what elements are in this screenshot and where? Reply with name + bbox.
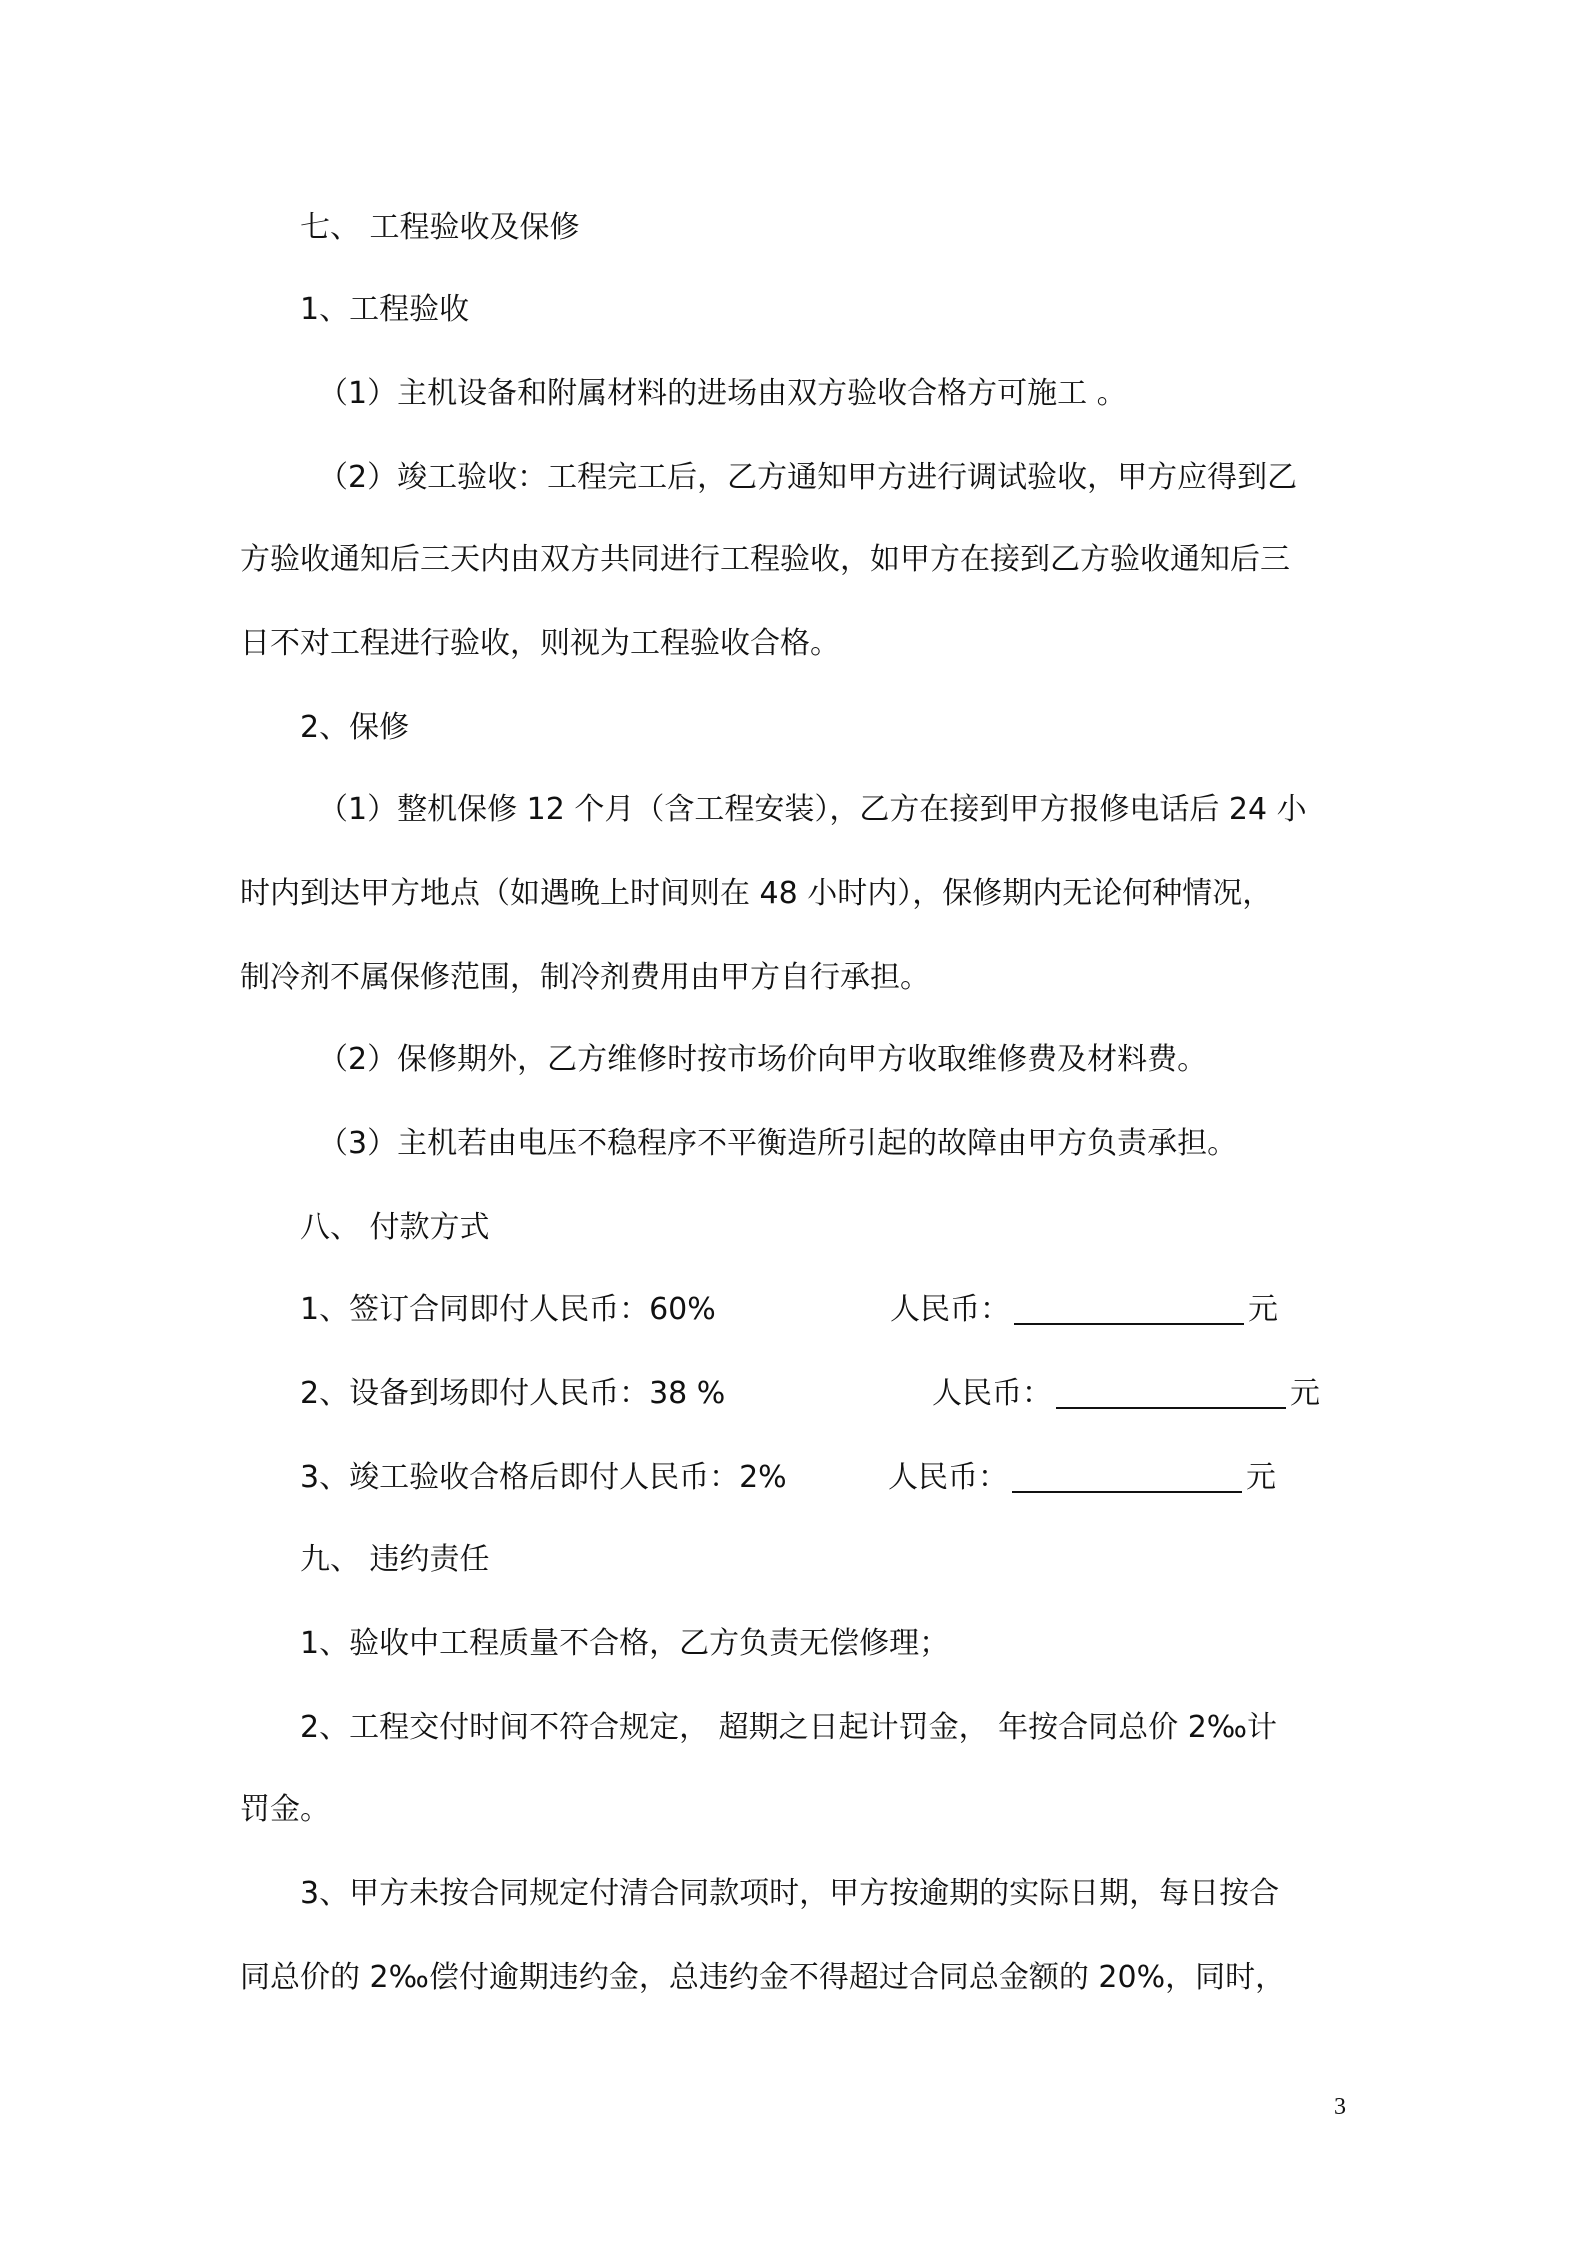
paragraph-warranty-1-line3: 制冷剂不属保修范围，制冷剂费用由甲方自行承担。: [240, 960, 930, 995]
section-7-heading: 七、 工程验收及保修: [300, 210, 580, 245]
page-number: 3: [1334, 2094, 1346, 2120]
payment-item-3-unit: 元: [1246, 1460, 1276, 1495]
payment-item-1-blank[interactable]: [1014, 1293, 1244, 1325]
paragraph-warranty-1-line1: （1）整机保修 12 个月（含工程安装），乙方在接到甲方报修电话后 24 小: [318, 792, 1307, 827]
section-8-heading: 八、 付款方式: [300, 1210, 490, 1245]
paragraph-breach-3-line1: 3、甲方未按合同规定付清合同款项时，甲方按逾期的实际日期，每日按合: [300, 1876, 1280, 1911]
payment-item-1-amount-label: 人民币：: [890, 1292, 1010, 1327]
payment-item-2-label: 2、设备到场即付人民币：38 %: [300, 1376, 726, 1411]
payment-item-2-blank[interactable]: [1056, 1377, 1286, 1409]
payment-item-3-amount: [888, 1458, 1276, 1498]
payment-item-2-amount-label: 人民币：: [932, 1376, 1052, 1411]
paragraph-acceptance-2-line2: 方验收通知后三天内由双方共同进行工程验收，如甲方在接到乙方验收通知后三: [240, 542, 1290, 577]
paragraph-warranty-1-line2: 时内到达甲方地点（如遇晚上时间则在 48 小时内），保修期内无论何种情况，: [240, 876, 1273, 911]
paragraph-breach-1: 1、验收中工程质量不合格，乙方负责无偿修理；: [300, 1626, 950, 1661]
payment-item-1-label: 1、签订合同即付人民币：60%: [300, 1292, 716, 1327]
paragraph-acceptance-2-line3: 日不对工程进行验收，则视为工程验收合格。: [240, 626, 840, 661]
payment-item-1-unit: 元: [1248, 1292, 1278, 1327]
paragraph-acceptance-2-line1: （2）竣工验收：工程完工后，乙方通知甲方进行调试验收，甲方应得到乙: [318, 460, 1298, 495]
payment-item-2-amount: [932, 1374, 1320, 1414]
paragraph-breach-2-line2: 罚金。: [240, 1792, 330, 1827]
payment-item-1-amount: [890, 1290, 1278, 1330]
section-9-heading: 九、 违约责任: [300, 1542, 490, 1577]
paragraph-breach-3-line2: 同总价的 2‰偿付逾期违约金，总违约金不得超过合同总金额的 20%，同时，: [240, 1960, 1286, 1995]
payment-item-2-unit: 元: [1290, 1376, 1320, 1411]
subsection-warranty: 2、保修: [300, 710, 410, 745]
payment-item-3-label: 3、竣工验收合格后即付人民币：2%: [300, 1460, 787, 1495]
paragraph-warranty-2: （2）保修期外，乙方维修时按市场价向甲方收取维修费及材料费。: [318, 1042, 1208, 1077]
paragraph-breach-2-line1: 2、工程交付时间不符合规定， 超期之日起计罚金， 年按合同总价 2‰计: [300, 1710, 1278, 1745]
paragraph-acceptance-1: （1）主机设备和附属材料的进场由双方验收合格方可施工 。: [318, 376, 1127, 411]
paragraph-warranty-3: （3）主机若由电压不稳程序不平衡造所引起的故障由甲方负责承担。: [318, 1126, 1238, 1161]
subsection-acceptance: 1、工程验收: [300, 292, 470, 327]
payment-item-3-amount-label: 人民币：: [888, 1460, 1008, 1495]
payment-item-3-blank[interactable]: [1012, 1461, 1242, 1493]
